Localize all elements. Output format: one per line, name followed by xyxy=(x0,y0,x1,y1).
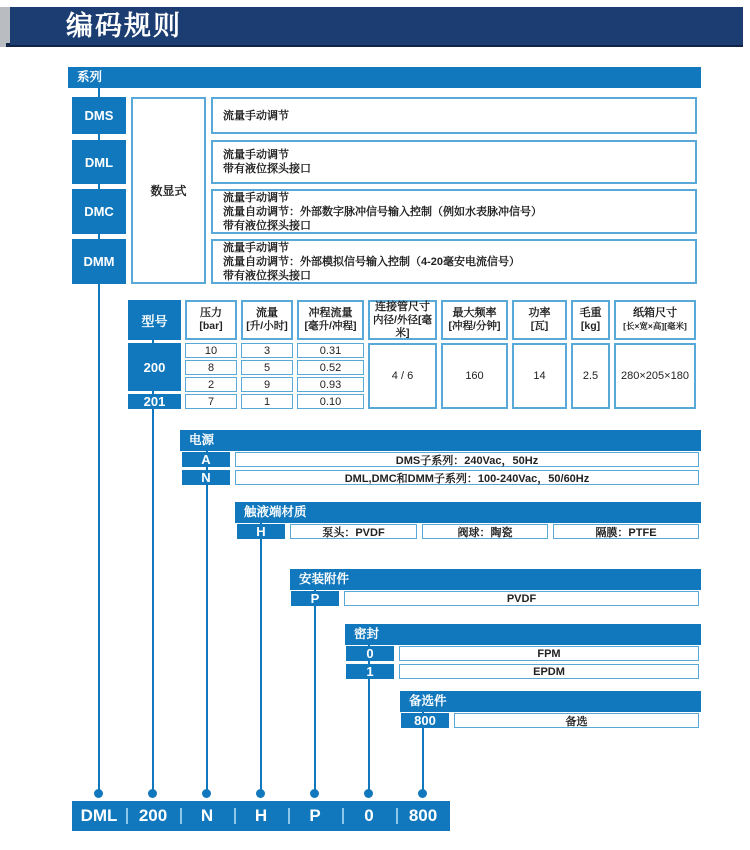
cell-pressure: 8 xyxy=(185,360,237,375)
connector-line-power xyxy=(206,440,208,794)
model-table-corner: 型号 xyxy=(128,300,181,340)
series-code-dmc: DMC xyxy=(72,189,126,234)
options-code-800: 800 xyxy=(401,713,449,728)
connector-dot xyxy=(202,789,211,798)
cell-flow: 3 xyxy=(241,343,293,358)
cell-pressure: 7 xyxy=(185,394,237,409)
series-code-dms: DMS xyxy=(72,97,126,134)
connector-dot xyxy=(418,789,427,798)
desc-line: 流量手动调节 xyxy=(223,109,289,122)
series-desc-dms xyxy=(211,97,697,134)
power-desc-a: DMS子系列：240Vac，50Hz xyxy=(235,452,699,467)
wetted-section-header: 触液端材质 xyxy=(235,502,701,523)
cell-flow: 5 xyxy=(241,360,293,375)
col-header-carton-size: 纸箱尺寸 [长×宽×高][毫米] xyxy=(614,300,696,340)
cell-stroke-volume: 0.52 xyxy=(297,360,364,375)
cell-pressure: 10 xyxy=(185,343,237,358)
desc-line: 流量手动调节 xyxy=(223,149,289,161)
wetted-part-valve-ball: 阀球：陶瓷 xyxy=(422,524,548,539)
seal-code-1: 1 xyxy=(346,664,394,679)
seal-code-0: 0 xyxy=(346,646,394,661)
product-code-bar xyxy=(72,801,450,831)
series-group-label: 数显式 xyxy=(131,97,206,284)
connector-dot xyxy=(256,789,265,798)
seal-desc-epdm: EPDM xyxy=(399,664,699,679)
col-header-power: 功率 [瓦] xyxy=(512,300,567,340)
connector-dot xyxy=(364,789,373,798)
series-section-header: 系列 xyxy=(68,67,701,88)
mounting-code-p: P xyxy=(291,591,339,606)
connector-dot xyxy=(310,789,319,798)
mounting-desc: PVDF xyxy=(344,591,699,606)
cell-carton-size: 280×205×180 xyxy=(614,343,696,409)
cell-pressure: 2 xyxy=(185,377,237,392)
code-segment-mounting: P xyxy=(288,801,342,831)
cell-pipe-size: 4 / 6 xyxy=(368,343,437,409)
cell-max-frequency: 160 xyxy=(441,343,508,409)
col-header-pressure: 压力 [bar] xyxy=(185,300,237,340)
col-header-weight: 毛重 [kg] xyxy=(571,300,610,340)
connector-line-mounting xyxy=(314,579,316,794)
col-header-pipe-size: 连接管尺寸 内径/外径[毫米] xyxy=(368,300,437,340)
code-segment-seal: 0 xyxy=(342,801,396,831)
connector-dot xyxy=(94,789,103,798)
cell-flow: 1 xyxy=(241,394,293,409)
col-header-stroke-volume: 冲程流量 [毫升/冲程] xyxy=(297,300,364,340)
power-section-header: 电源 xyxy=(180,430,701,451)
desc-line: 带有液位探头接口 xyxy=(223,163,311,175)
cell-power: 14 xyxy=(512,343,567,409)
connector-dot xyxy=(148,789,157,798)
code-segment-power: N xyxy=(180,801,234,831)
wetted-part-pump-head: 泵头：PVDF xyxy=(290,524,417,539)
code-segment-series: DML xyxy=(80,806,118,825)
series-desc-dml xyxy=(211,140,697,184)
code-segment-model: 200 xyxy=(126,801,180,831)
code-segment-wetted: H xyxy=(234,801,288,831)
model-key-200: 200 xyxy=(128,343,181,391)
cell-weight: 2.5 xyxy=(571,343,610,409)
col-header-max-frequency: 最大频率 [冲程/分钟] xyxy=(441,300,508,340)
wetted-code-h: H xyxy=(237,524,285,539)
options-desc: 备选 xyxy=(454,713,699,728)
connector-line-wetted xyxy=(260,512,262,794)
seal-section-header: 密封 xyxy=(345,624,701,645)
power-code-n: N xyxy=(182,470,230,485)
series-desc-dmc xyxy=(211,189,697,234)
series-code-dmm: DMM xyxy=(72,239,126,284)
desc-line: 流量手动调节 xyxy=(223,241,289,254)
desc-line: 流量手动调节 xyxy=(223,191,289,204)
desc-line: 带有液位探头接口 xyxy=(223,269,311,282)
col-header-flow: 流量 [升/小时] xyxy=(241,300,293,340)
cell-flow: 9 xyxy=(241,377,293,392)
cell-stroke-volume: 0.31 xyxy=(297,343,364,358)
cell-stroke-volume: 0.10 xyxy=(297,394,364,409)
page-title: 编码规则 xyxy=(10,7,743,45)
power-code-a: A xyxy=(182,452,230,467)
desc-line: 带有液位探头接口 xyxy=(223,219,311,232)
desc-line: 流量自动调节：外部数字脉冲信号输入控制（例如水表脉冲信号） xyxy=(223,205,542,218)
cell-stroke-volume: 0.93 xyxy=(297,377,364,392)
seal-desc-fpm: FPM xyxy=(399,646,699,661)
connector-line-series xyxy=(98,80,100,794)
mounting-section-header: 安装附件 xyxy=(290,569,701,590)
model-key-201: 201 xyxy=(128,394,181,409)
desc-line: 流量自动调节：外部模拟信号输入控制（4-20毫安电流信号） xyxy=(223,255,521,268)
power-desc-n: DML,DMC和DMM子系列：100-240Vac，50/60Hz xyxy=(235,470,699,485)
series-code-dml: DML xyxy=(72,140,126,184)
options-section-header: 备选件 xyxy=(400,691,701,712)
connector-line-model xyxy=(152,320,154,794)
series-desc-dmm xyxy=(211,239,697,284)
code-segment-options: 800 xyxy=(396,801,450,831)
page-edge-shade xyxy=(0,7,10,47)
wetted-part-diaphragm: 隔膜：PTFE xyxy=(553,524,699,539)
